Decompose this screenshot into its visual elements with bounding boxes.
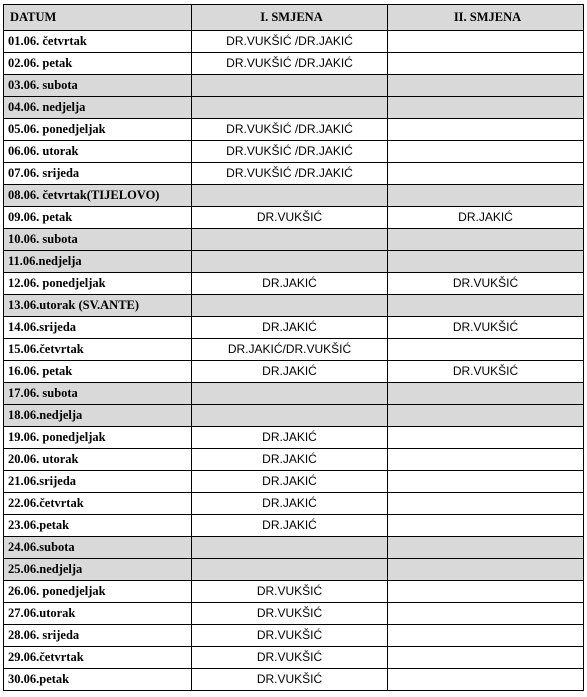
column-header-date: DATUM <box>4 5 192 31</box>
shift-2-cell <box>388 603 584 625</box>
table-row <box>4 559 584 581</box>
date-cell: 18.06.nedjelja <box>4 405 192 427</box>
shift-2-cell <box>388 75 584 97</box>
table-row <box>4 31 584 53</box>
table-row <box>4 317 584 339</box>
shift-1-cell: DR.VUKŠIĆ /DR.JAKIĆ <box>192 141 388 163</box>
date-cell: 10.06. subota <box>4 229 192 251</box>
date-cell: 03.06. subota <box>4 75 192 97</box>
date-cell: 06.06. utorak <box>4 141 192 163</box>
date-cell: 28.06. srijeda <box>4 625 192 647</box>
shift-2-cell <box>388 163 584 185</box>
shift-2-cell <box>388 669 584 691</box>
shift-2-cell <box>388 405 584 427</box>
shift-1-cell: DR.JAKIĆ <box>192 515 388 537</box>
date-cell: 02.06. petak <box>4 53 192 75</box>
column-header-shift-1: I. SMJENA <box>192 5 388 31</box>
table-row <box>4 75 584 97</box>
date-cell: 13.06.utorak (SV.ANTE) <box>4 295 192 317</box>
shift-2-cell <box>388 53 584 75</box>
date-cell: 01.06. četvrtak <box>4 31 192 53</box>
shift-1-cell: DR.VUKŠIĆ <box>192 207 388 229</box>
header-row <box>4 5 584 31</box>
date-cell: 08.06. četvrtak(TIJELOVO) <box>4 185 192 207</box>
date-cell: 21.06.srijeda <box>4 471 192 493</box>
table-row <box>4 339 584 361</box>
shift-1-cell: DR.JAKIĆ <box>192 427 388 449</box>
shift-schedule-table <box>3 4 584 691</box>
shift-1-cell: DR.JAKIĆ <box>192 273 388 295</box>
date-cell: 29.06.četvrtak <box>4 647 192 669</box>
table-row <box>4 207 584 229</box>
shift-2-cell <box>388 97 584 119</box>
table-row <box>4 251 584 273</box>
shift-1-cell <box>192 405 388 427</box>
table-row <box>4 295 584 317</box>
shift-2-cell <box>388 427 584 449</box>
shift-2-cell <box>388 251 584 273</box>
date-cell: 20.06. utorak <box>4 449 192 471</box>
shift-1-cell <box>192 295 388 317</box>
date-cell: 05.06. ponedjeljak <box>4 119 192 141</box>
date-cell: 09.06. petak <box>4 207 192 229</box>
date-cell: 17.06. subota <box>4 383 192 405</box>
table-row <box>4 493 584 515</box>
date-cell: 19.06. ponedjeljak <box>4 427 192 449</box>
shift-2-cell <box>388 559 584 581</box>
date-cell: 14.06.srijeda <box>4 317 192 339</box>
shift-2-cell <box>388 141 584 163</box>
shift-1-cell: DR.JAKIĆ <box>192 317 388 339</box>
date-cell: 04.06. nedjelja <box>4 97 192 119</box>
table-row <box>4 625 584 647</box>
shift-2-cell <box>388 625 584 647</box>
shift-1-cell <box>192 383 388 405</box>
shift-1-cell: DR.VUKŠIĆ <box>192 669 388 691</box>
table-row <box>4 361 584 383</box>
column-header-shift-2: II. SMJENA <box>388 5 584 31</box>
shift-2-cell: DR.VUKŠIĆ <box>388 317 584 339</box>
shift-1-cell: DR.VUKŠIĆ <box>192 625 388 647</box>
table-row <box>4 515 584 537</box>
shift-2-cell <box>388 493 584 515</box>
shift-2-cell: DR.JAKIĆ <box>388 207 584 229</box>
table-row <box>4 449 584 471</box>
date-cell: 11.06.nedjelja <box>4 251 192 273</box>
table-row <box>4 427 584 449</box>
table-body <box>4 31 584 691</box>
table-row <box>4 669 584 691</box>
date-cell: 30.06.petak <box>4 669 192 691</box>
date-cell: 26.06. ponedjeljak <box>4 581 192 603</box>
shift-2-cell <box>388 515 584 537</box>
shift-2-cell <box>388 581 584 603</box>
shift-1-cell: DR.VUKŠIĆ /DR.JAKIĆ <box>192 119 388 141</box>
table-row <box>4 537 584 559</box>
table-row <box>4 405 584 427</box>
shift-1-cell: DR.VUKŠIĆ /DR.JAKIĆ <box>192 31 388 53</box>
shift-1-cell: DR.VUKŠIĆ <box>192 581 388 603</box>
table-row <box>4 53 584 75</box>
date-cell: 12.06. ponedjeljak <box>4 273 192 295</box>
date-cell: 27.06.utorak <box>4 603 192 625</box>
shift-1-cell <box>192 229 388 251</box>
shift-1-cell: DR.JAKIĆ <box>192 361 388 383</box>
table-row <box>4 97 584 119</box>
shift-1-cell: DR.JAKIĆ <box>192 449 388 471</box>
table-row <box>4 185 584 207</box>
shift-1-cell: DR.JAKIĆ <box>192 471 388 493</box>
date-cell: 07.06. srijeda <box>4 163 192 185</box>
table-row <box>4 163 584 185</box>
shift-1-cell <box>192 185 388 207</box>
shift-1-cell: DR.JAKIĆ/DR.VUKŠIĆ <box>192 339 388 361</box>
table-header <box>4 5 584 31</box>
shift-2-cell: DR.VUKŠIĆ <box>388 273 584 295</box>
shift-2-cell <box>388 185 584 207</box>
shift-2-cell <box>388 449 584 471</box>
date-cell: 22.06.četvrtak <box>4 493 192 515</box>
table-row <box>4 273 584 295</box>
shift-1-cell <box>192 251 388 273</box>
shift-1-cell <box>192 75 388 97</box>
date-cell: 16.06. petak <box>4 361 192 383</box>
date-cell: 15.06.četvrtak <box>4 339 192 361</box>
table-row <box>4 119 584 141</box>
table-row <box>4 603 584 625</box>
shift-1-cell <box>192 97 388 119</box>
date-cell: 25.06.nedjelja <box>4 559 192 581</box>
date-cell: 24.06.subota <box>4 537 192 559</box>
date-cell: 23.06.petak <box>4 515 192 537</box>
shift-2-cell <box>388 339 584 361</box>
shift-2-cell <box>388 295 584 317</box>
shift-2-cell <box>388 119 584 141</box>
shift-2-cell <box>388 537 584 559</box>
shift-2-cell <box>388 647 584 669</box>
table-row <box>4 581 584 603</box>
table-row <box>4 647 584 669</box>
table-row <box>4 383 584 405</box>
shift-1-cell: DR.VUKŠIĆ /DR.JAKIĆ <box>192 53 388 75</box>
shift-1-cell: DR.VUKŠIĆ <box>192 647 388 669</box>
shift-2-cell <box>388 31 584 53</box>
shift-1-cell: DR.JAKIĆ <box>192 493 388 515</box>
shift-1-cell: DR.VUKŠIĆ <box>192 603 388 625</box>
shift-2-cell <box>388 229 584 251</box>
shift-2-cell: DR.VUKŠIĆ <box>388 361 584 383</box>
shift-2-cell <box>388 471 584 493</box>
shift-1-cell <box>192 559 388 581</box>
table-row <box>4 141 584 163</box>
shift-1-cell <box>192 537 388 559</box>
shift-2-cell <box>388 383 584 405</box>
table-row <box>4 471 584 493</box>
table-row <box>4 229 584 251</box>
shift-1-cell: DR.VUKŠIĆ /DR.JAKIĆ <box>192 163 388 185</box>
